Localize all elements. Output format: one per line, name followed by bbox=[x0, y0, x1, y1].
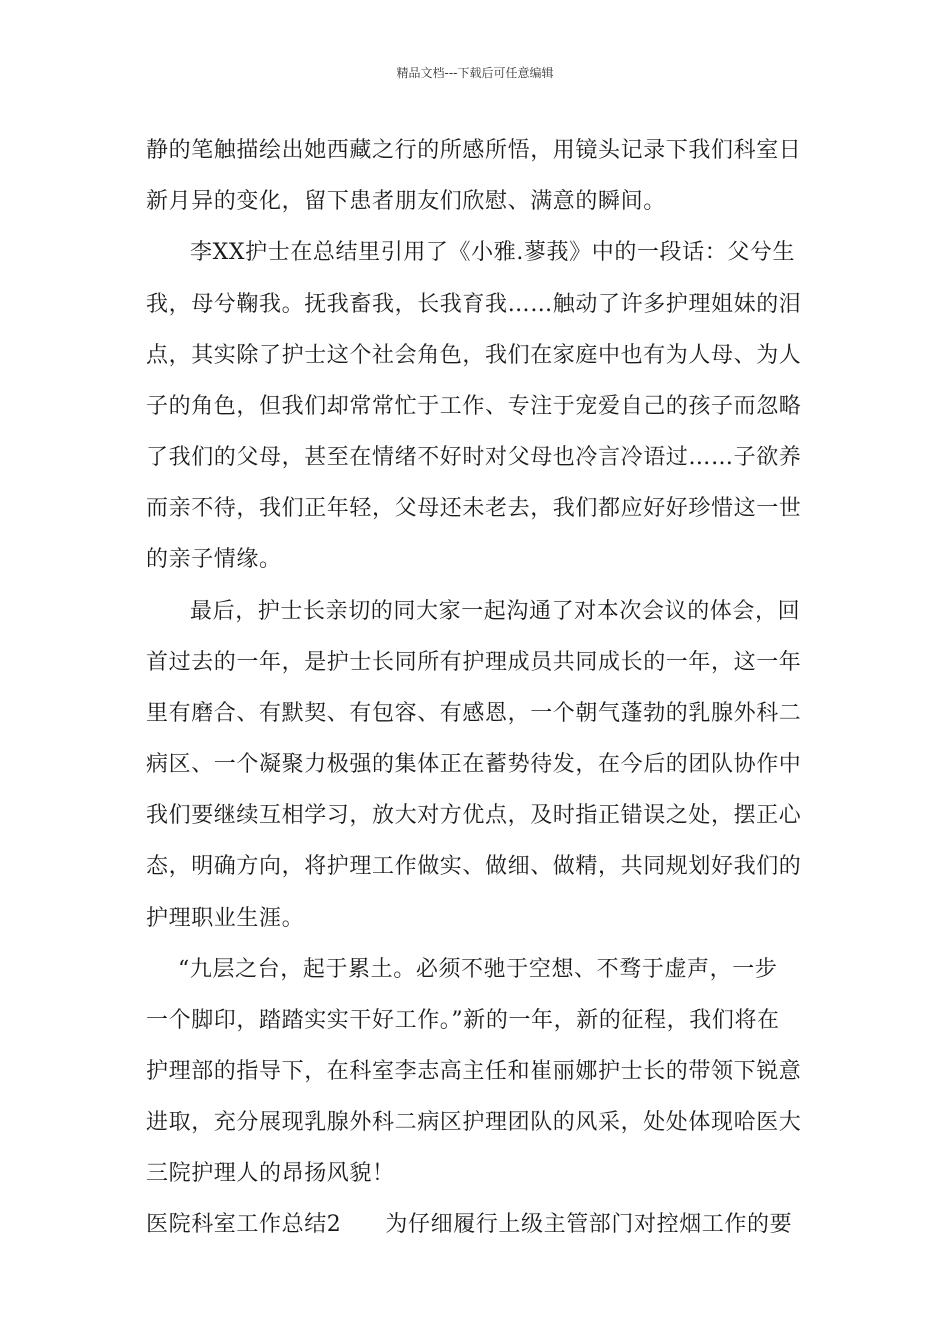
paragraph-line: 我们要继续互相学习，放大对方优点，及时指正错误之处，摆正心 bbox=[146, 803, 802, 828]
paragraph-line: 新月异的变化，留下患者朋友们欣慰、满意的瞬间。 bbox=[146, 189, 666, 214]
paragraph-line: 子的角色，但我们却常常忙于工作、专注于宠爱自己的孩子而忽略 bbox=[146, 394, 802, 419]
section-start-text: 为仔细履行上级主管部门对控烟工作的要 bbox=[385, 1212, 793, 1237]
paragraph-line: 态，明确方向，将护理工作做实、做细、做精，共同规划好我们的 bbox=[146, 854, 802, 879]
section-heading-row bbox=[146, 1211, 792, 1239]
paragraph-line: 进取，充分展现乳腺外科二病区护理团队的风采，处处体现哈医大 bbox=[146, 1110, 802, 1135]
paragraph-line: 李XX护士在总结里引用了《小雅.蓼莪》中的一段话：父兮生 bbox=[190, 240, 796, 265]
paragraph-line: 最后，护士长亲切的同大家一起沟通了对本次会议的体会，回 bbox=[190, 599, 801, 624]
paragraph-line: 护理职业生涯。 bbox=[146, 906, 305, 931]
paragraph-line: 的亲子情缘。 bbox=[146, 547, 282, 572]
paragraph-line: 静的笔触描绘出她西藏之行的所感所悟，用镜头记录下我们科室日 bbox=[146, 138, 802, 163]
paragraph-line: 里有磨合、有默契、有包容、有感恩，一个朝气蓬勃的乳腺外科二 bbox=[146, 701, 802, 726]
paragraph-line: 三院护理人的昂扬风貌！ bbox=[146, 1161, 395, 1186]
paragraph-line: 护理部的指导下，在科室李志高主任和崔丽娜护士长的带领下锐意 bbox=[146, 1059, 802, 1084]
section-heading: 医院科室工作总结2 bbox=[146, 1212, 342, 1237]
paragraph-line: 点，其实除了护士这个社会角色，我们在家庭中也有为人母、为人 bbox=[146, 343, 802, 368]
paragraph-line: 我，母兮鞠我。抚我畜我，长我育我……触动了许多护理姐妹的泪 bbox=[146, 292, 802, 317]
paragraph-line: 而亲不待，我们正年轻，父母还未老去，我们都应好好珍惜这一世 bbox=[146, 496, 802, 521]
page-header: 精品文档---下载后可任意编辑 bbox=[396, 66, 554, 80]
paragraph-line: 一个脚印，踏踏实实干好工作。”新的一年，新的征程，我们将在 bbox=[146, 1008, 780, 1033]
paragraph-line: “九层之台，起于累土。必须不驰于空想、不骛于虚声，一步 bbox=[178, 957, 778, 982]
paragraph-line: 首过去的一年，是护士长同所有护理成员共同成长的一年，这一年 bbox=[146, 650, 802, 675]
paragraph-line: 病区、一个凝聚力极强的集体正在蓄势待发，在今后的团队协作中 bbox=[146, 752, 802, 777]
paragraph-line: 了我们的父母，甚至在情绪不好时对父母也冷言冷语过……子欲养 bbox=[146, 445, 802, 470]
